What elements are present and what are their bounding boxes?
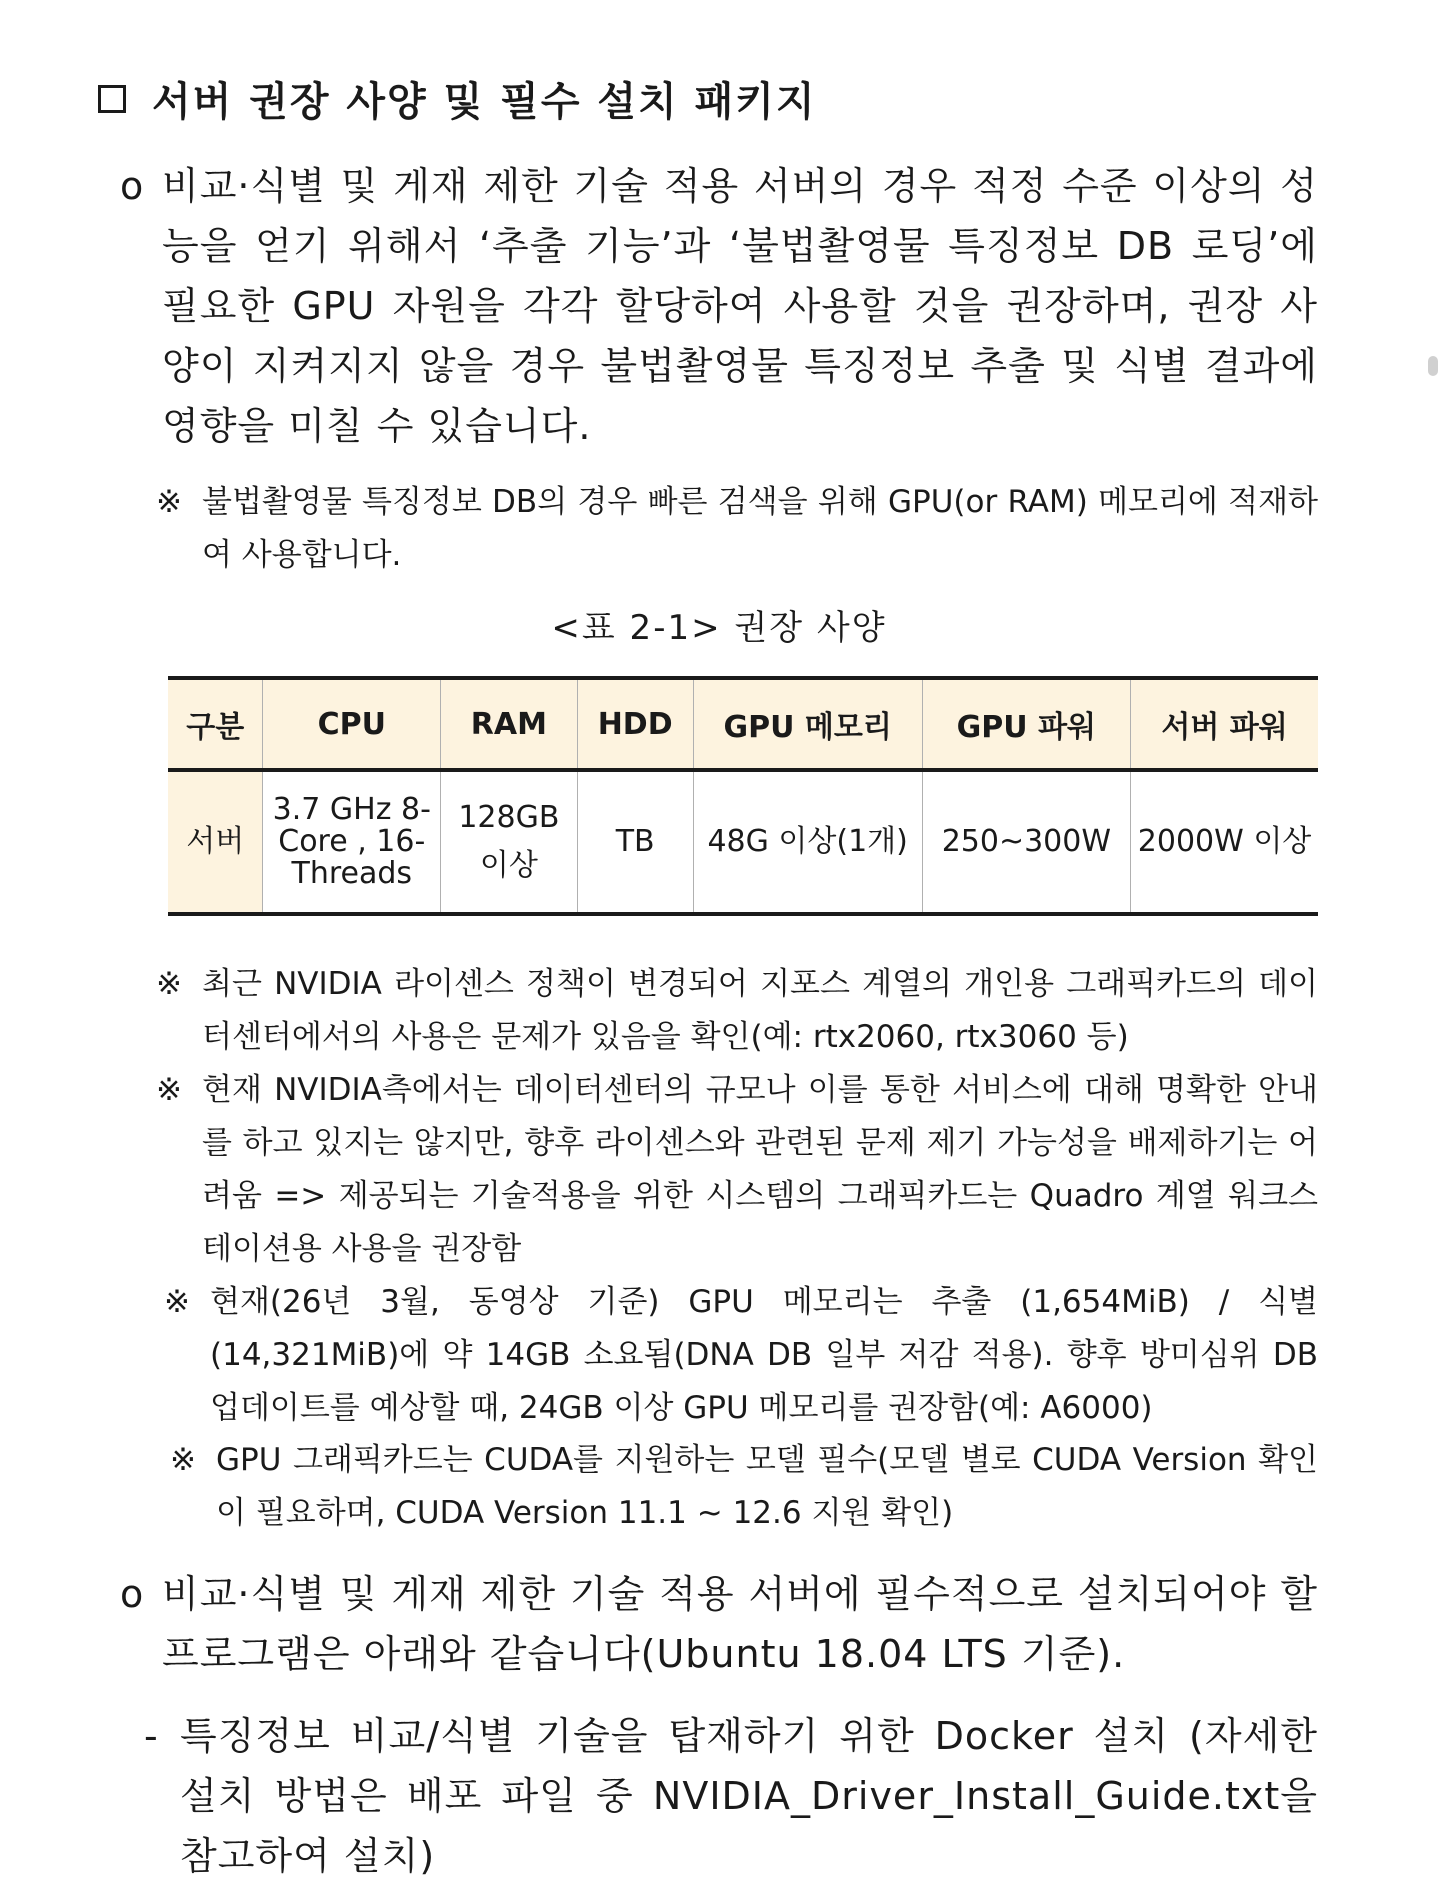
cell-cpu: 3.7 GHz 8-Core , 16-Threads bbox=[263, 770, 441, 914]
paragraph-required-programs-text: 비교·식별 및 게재 제한 기술 적용 서버에 필수적으로 설치되어야 할 프로그램은 아래와 같습니다(Ubuntu 18.04 LTS 기준). bbox=[162, 1572, 1318, 1676]
bullet-marker: o bbox=[120, 164, 145, 208]
list-item-docker bbox=[144, 1706, 1318, 1886]
section-heading-text: 서버 권장 사양 및 필수 설치 패키지 bbox=[152, 79, 817, 125]
paragraph-recommendation bbox=[120, 156, 1318, 456]
header-gpu-memory: GPU 메모리 bbox=[693, 678, 922, 770]
cell-gpu-power: 250~300W bbox=[922, 770, 1130, 914]
reference-mark: ※ bbox=[156, 966, 182, 1002]
scrollbar-indicator[interactable] bbox=[1428, 356, 1438, 376]
cell-hdd: TB bbox=[577, 770, 693, 914]
note-nvidia-datacenter bbox=[156, 1064, 1318, 1276]
header-cpu: CPU bbox=[263, 678, 441, 770]
note-nvidia-license-text: 최근 NVIDIA 라이센스 정책이 변경되어 지포스 계열의 개인용 그래픽카드의 데이터센터에서의 사용은 문제가 있음을 확인(예: rtx2060, rtx3060 등) bbox=[202, 966, 1318, 1055]
header-ram: RAM bbox=[441, 678, 578, 770]
spec-table bbox=[168, 676, 1318, 916]
header-hdd: HDD bbox=[577, 678, 693, 770]
cell-label: 서버 bbox=[168, 770, 263, 914]
bullet-marker: o bbox=[120, 1572, 145, 1616]
note-cuda-support-text: GPU 그래픽카드는 CUDA를 지원하는 모델 필수(모델 별로 CUDA Version 확인이 필요하며, CUDA Version 11.1 ~ 12.6 지원 확인) bbox=[216, 1442, 1318, 1531]
paragraph-required-programs bbox=[120, 1564, 1318, 1684]
list-item-docker-text: 특징정보 비교/식별 기술을 탑재하기 위한 Docker 설치 (자세한 설치 방법은 배포 파일 중 NVIDIA_Driver_Install_Guide.txt을 참고하여 설치) bbox=[180, 1714, 1318, 1878]
header-category: 구분 bbox=[168, 678, 263, 770]
dash-marker: - bbox=[144, 1714, 159, 1758]
reference-mark: ※ bbox=[156, 484, 182, 520]
table-caption: <표 2-1> 권장 사양 bbox=[551, 608, 887, 648]
reference-mark: ※ bbox=[170, 1442, 196, 1478]
reference-mark: ※ bbox=[156, 1072, 182, 1108]
note-nvidia-license bbox=[156, 958, 1318, 1064]
note-db-memory-text: 불법촬영물 특징정보 DB의 경우 빠른 검색을 위해 GPU(or RAM) 메모리에 적재하여 사용합니다. bbox=[202, 484, 1318, 573]
note-gpu-memory-usage-text: 현재(26년 3월, 동영상 기준) GPU 메모리는 추출 (1,654MiB) / 식별 (14,321MiB)에 약 14GB 소요됨(DNA DB 일부 저감 적용). 향후 방미심위 DB 업데이트를 예상할 때, 24GB 이상 GPU 메모리를 권장함(예: A6000) bbox=[210, 1284, 1318, 1426]
cell-gpu-memory: 48G 이상(1개) bbox=[693, 770, 922, 914]
paragraph-recommendation-text: 비교·식별 및 게재 제한 기술 적용 서버의 경우 적정 수준 이상의 성능을 얻기 위해서 ‘추출 기능’과 ‘불법촬영물 특징정보 DB 로딩’에 필요한 GPU 자원을 각각 할당하여 사용할 것을 권장하며, 권장 사양이 지켜지지 않을 경우 불법촬영물 특징정보 추출 및 식별 결과에 영향을 미칠 수 있습니다. bbox=[162, 164, 1318, 448]
checkbox-square-icon bbox=[98, 85, 126, 113]
header-server-power: 서버 파워 bbox=[1131, 678, 1318, 770]
header-gpu-power: GPU 파워 bbox=[922, 678, 1130, 770]
cell-ram: 128GB 이상 bbox=[441, 770, 578, 914]
section-heading bbox=[98, 70, 817, 127]
note-nvidia-datacenter-text: 현재 NVIDIA측에서는 데이터센터의 규모나 이를 통한 서비스에 대해 명확한 안내를 하고 있지는 않지만, 향후 라이센스와 관련된 문제 제기 가능성을 배제하기는 어려움 => 제공되는 기술적용을 위한 시스템의 그래픽카드는 Quadro 계열 워크스테이션용 사용을 권장함 bbox=[202, 1072, 1318, 1267]
reference-mark: ※ bbox=[164, 1284, 190, 1320]
note-gpu-memory-usage bbox=[164, 1276, 1318, 1435]
cell-server-power: 2000W 이상 bbox=[1131, 770, 1318, 914]
note-cuda-support bbox=[170, 1434, 1318, 1540]
table-header-row bbox=[168, 678, 1318, 770]
note-db-memory bbox=[156, 476, 1318, 582]
table-row bbox=[168, 770, 1318, 914]
